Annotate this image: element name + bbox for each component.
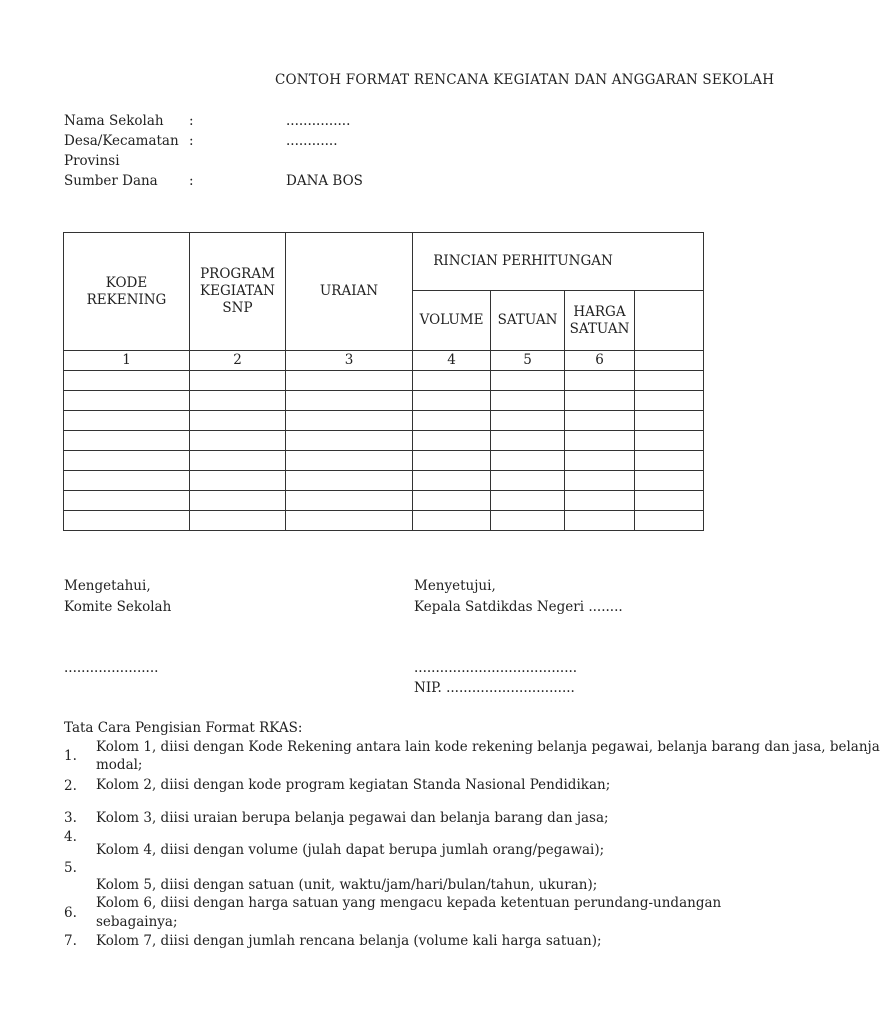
table-cell [190,491,286,511]
field-colon: : [189,133,194,149]
signature-right-heading: Menyetujui, [414,578,496,594]
table-cell [413,371,491,391]
table-cell [190,451,286,471]
signature-right-line: ...................................... [414,660,578,676]
table-cell [491,431,565,451]
column-number: 4 [413,351,491,371]
table-cell [64,491,190,511]
table-cell [413,451,491,471]
table-row [64,411,704,431]
table-cell [635,371,704,391]
instruction-number: 4. [64,829,77,845]
field-value-nama-sekolah: ............... [286,113,351,129]
header-volume: VOLUME [413,291,491,351]
table-cell [491,371,565,391]
instruction-number: 6. [64,905,77,921]
table-cell [565,371,635,391]
instruction-text: Kolom 1, diisi dengan Kode Rekening antara lain kode rekening belanja pegawai, belanja barang dan jasa, belanja [96,739,880,755]
table-cell [286,371,413,391]
table-cell [64,511,190,531]
table-row [64,431,704,451]
table-cell [413,431,491,451]
instruction-number: 2. [64,778,77,794]
table-cell [565,451,635,471]
table-cell [286,451,413,471]
table-cell [413,511,491,531]
column-number: 6 [565,351,635,371]
table-cell [190,511,286,531]
table-cell [190,391,286,411]
document-title: CONTOH FORMAT RENCANA KEGIATAN DAN ANGGARAN SEKOLAH [275,72,775,88]
field-label-desa-kecamatan: Desa/Kecamatan [64,133,179,149]
table-cell [286,411,413,431]
field-label-nama-sekolah: Nama Sekolah [64,113,164,129]
header-rincian-perhitungan: RINCIAN PERHITUNGAN [413,233,704,291]
column-number [635,351,704,371]
table-cell [286,431,413,451]
table-cell [413,491,491,511]
table-cell [64,391,190,411]
table-row [64,491,704,511]
table-row [64,371,704,391]
instruction-text-cont: sebagainya; [96,914,178,930]
table-row [64,471,704,491]
instruction-text: Kolom 6, diisi dengan harga satuan yang mengacu kepada ketentuan perundang-undangan [96,895,722,911]
instruction-text: Kolom 7, diisi dengan jumlah rencana belanja (volume kali harga satuan); [96,933,602,949]
table-cell [565,471,635,491]
table-cell [64,411,190,431]
table-cell [286,471,413,491]
table-cell [565,411,635,431]
signature-right-role: Kepala Satdikdas Negeri ........ [414,599,623,615]
table-cell [491,451,565,471]
instruction-text: Kolom 2, diisi dengan kode program kegiatan Standa Nasional Pendidikan; [96,777,611,793]
table-row [64,511,704,531]
table-row [64,391,704,411]
signature-left-heading: Mengetahui, [64,578,151,594]
column-number: 2 [190,351,286,371]
table-cell [491,471,565,491]
field-value-desa-kecamatan: ............ [286,133,338,149]
table-cell [635,491,704,511]
table-cell [413,411,491,431]
field-label-sumber-dana: Sumber Dana [64,173,158,189]
instruction-number: 1. [64,748,77,764]
table-cell [190,371,286,391]
signature-right-nip: NIP. .............................. [414,680,575,696]
field-colon: : [189,113,194,129]
table-cell [286,491,413,511]
column-number: 5 [491,351,565,371]
table-cell [635,391,704,411]
instruction-text-cont: modal; [96,757,143,773]
table-cell [635,451,704,471]
table-cell [565,491,635,511]
instruction-number: 7. [64,933,77,949]
table-cell [491,411,565,431]
signature-left-line: ...................... [64,660,159,676]
column-number: 1 [64,351,190,371]
field-colon: : [189,173,194,189]
header-kode-rekening: KODE REKENING [64,233,190,351]
header-program-kegiatan: PROGRAM KEGIATAN SNP [190,233,286,351]
column-number: 3 [286,351,413,371]
rkas-table [63,232,704,531]
table-cell [635,411,704,431]
table-cell [64,471,190,491]
table-cell [286,391,413,411]
table-cell [190,431,286,451]
table-cell [565,431,635,451]
table-cell [190,411,286,431]
table-cell [491,491,565,511]
table-cell [64,451,190,471]
header-hidden-col [635,291,704,351]
table-cell [64,371,190,391]
field-label-provinsi: Provinsi [64,153,120,169]
table-cell [635,431,704,451]
table-cell [286,511,413,531]
table-cell [565,391,635,411]
table-cell [413,471,491,491]
instruction-text: Kolom 3, diisi uraian berupa belanja pegawai dan belanja barang dan jasa; [96,810,609,826]
instruction-text: Kolom 4, diisi dengan volume (julah dapat berupa jumlah orang/pegawai); [96,842,605,858]
instructions-title: Tata Cara Pengisian Format RKAS: [64,720,303,736]
table-row [64,451,704,471]
column-number-row [64,351,704,371]
table-cell [491,511,565,531]
table-cell [190,471,286,491]
table-cell [635,471,704,491]
instruction-number: 3. [64,810,77,826]
instruction-number: 5. [64,860,77,876]
table-cell [635,511,704,531]
table-cell [64,431,190,451]
header-satuan: SATUAN [491,291,565,351]
header-harga-satuan: HARGA SATUAN [565,291,635,351]
instruction-text: Kolom 5, diisi dengan satuan (unit, waktu/jam/hari/bulan/tahun, ukuran); [96,877,598,893]
field-value-sumber-dana: DANA BOS [286,173,363,189]
header-uraian: URAIAN [286,233,413,351]
table-cell [491,391,565,411]
table-cell [413,391,491,411]
signature-left-role: Komite Sekolah [64,599,172,615]
table-cell [565,511,635,531]
